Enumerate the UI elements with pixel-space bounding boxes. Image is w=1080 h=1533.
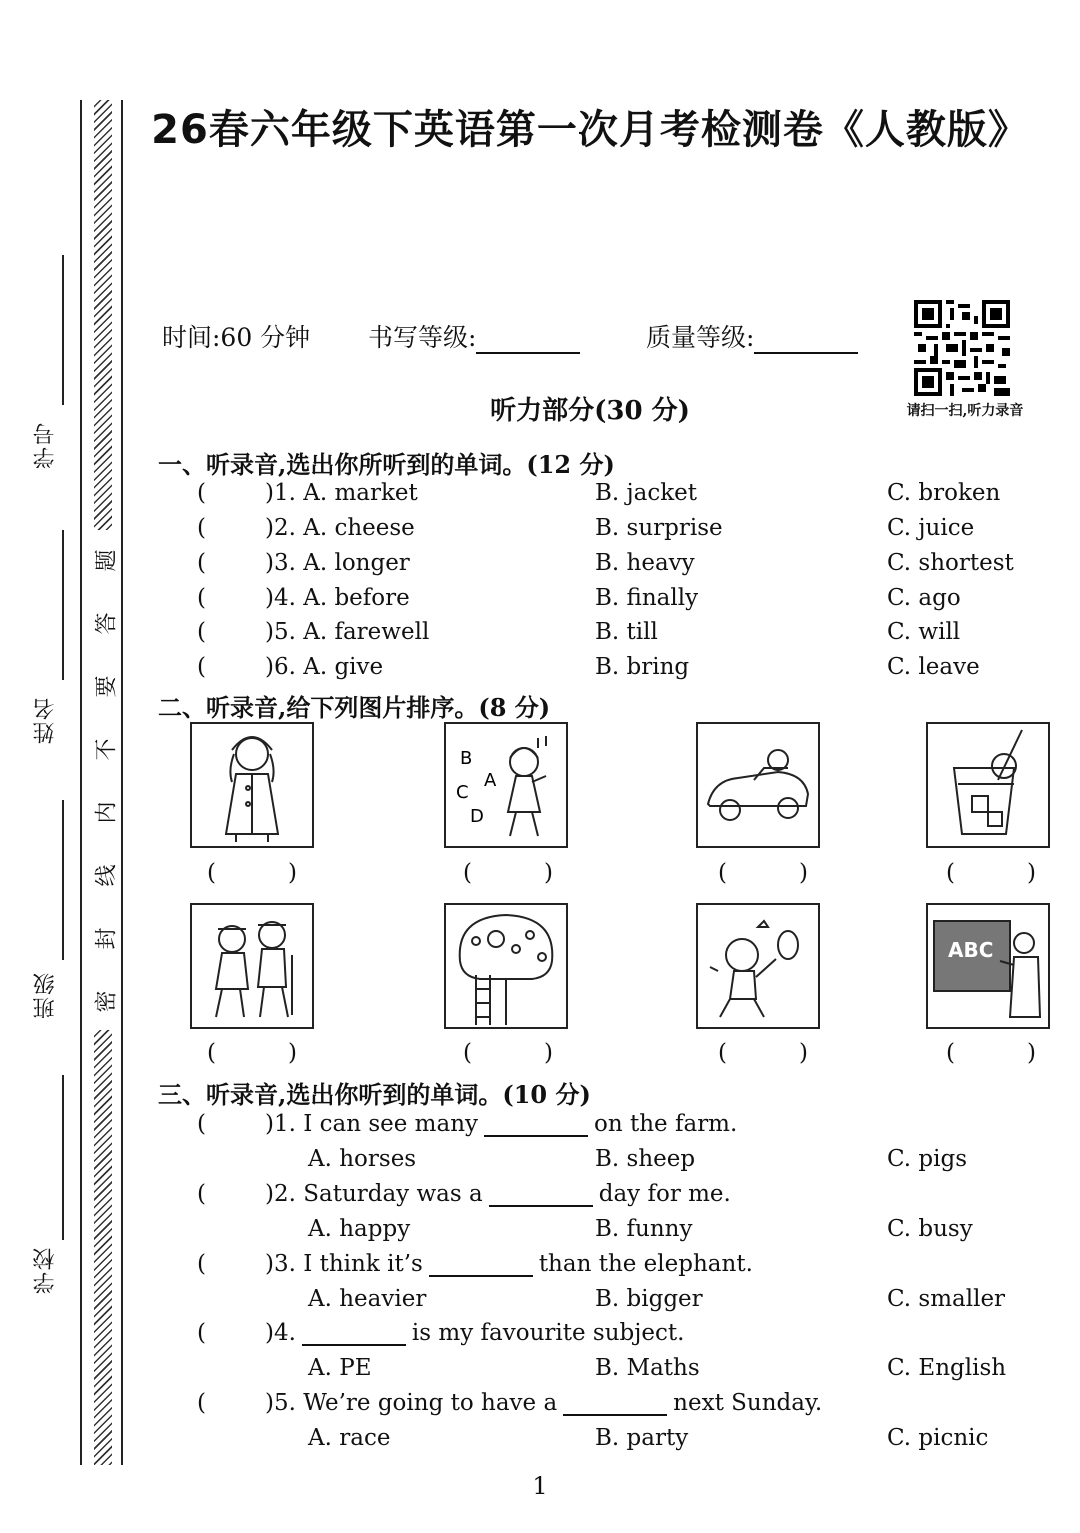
s1-option-c: C. ago xyxy=(887,585,961,611)
s1-item-num: )2. A. cheese xyxy=(265,515,415,541)
quality-grade-blank[interactable] xyxy=(754,326,858,354)
answer-blank[interactable] xyxy=(489,1183,593,1207)
s3-question-post: next Sunday. xyxy=(673,1390,823,1416)
qr-caption: 请扫一扫,听力录音 xyxy=(906,403,1024,419)
section3-title: 三、听录音,选出你听到的单词。(10 分) xyxy=(158,1080,591,1109)
s3-question xyxy=(265,1111,737,1137)
seal-char: 内 xyxy=(94,801,120,824)
paren-open: ( xyxy=(197,515,206,541)
picture-answer-paren[interactable]: ( ) xyxy=(718,860,808,886)
name-line xyxy=(62,530,64,680)
s1-option-b: B. jacket xyxy=(595,480,698,506)
picture-girl-in-coat xyxy=(190,722,314,848)
seal-char: 密 xyxy=(94,990,120,1013)
s3-option-a: A. PE xyxy=(308,1355,372,1381)
s1-item-num: )5. A. farewell xyxy=(265,619,430,645)
s3-option-c: C. picnic xyxy=(887,1425,989,1451)
time-label: 时间:60 分钟 xyxy=(162,323,311,352)
seal-char: 封 xyxy=(94,927,120,950)
s3-question-post: than the elephant. xyxy=(538,1251,753,1277)
s3-question xyxy=(265,1320,684,1346)
s1-item-num: )1. A. market xyxy=(265,480,418,506)
hatch-bottom xyxy=(94,1030,112,1465)
section2-title: 二、听录音,给下列图片排序。(8 分) xyxy=(158,693,551,722)
s3-option-a: A. race xyxy=(308,1425,391,1451)
s1-item-num: )4. A. before xyxy=(265,585,410,611)
paren-open: ( xyxy=(197,1181,206,1207)
paren-open: ( xyxy=(197,480,206,506)
quality-grade xyxy=(646,318,858,354)
picture-boy-in-car xyxy=(696,722,820,848)
picture-answer-paren[interactable]: ( ) xyxy=(946,860,1036,886)
s1-option-b: B. finally xyxy=(595,585,699,611)
s3-question xyxy=(265,1181,731,1207)
s1-option-c: C. broken xyxy=(887,480,1001,506)
s1-option-c: C. leave xyxy=(887,654,980,680)
picture-answer-paren[interactable]: ( ) xyxy=(946,1040,1036,1066)
margin-outer-line xyxy=(80,100,82,1465)
paren-open: ( xyxy=(197,1111,206,1137)
s3-option-c: C. smaller xyxy=(887,1286,1006,1312)
s3-question-post: day for me. xyxy=(598,1181,731,1207)
picture-answer-paren[interactable]: ( ) xyxy=(207,860,297,886)
picture-glass-of-juice xyxy=(926,722,1050,848)
s3-option-c: C. English xyxy=(887,1355,1007,1381)
s3-option-a: A. horses xyxy=(308,1146,417,1172)
seal-char: 题 xyxy=(94,549,120,572)
hatch-top xyxy=(94,100,112,530)
letter-b: B xyxy=(460,748,473,769)
picture-girl-picking-apples xyxy=(444,903,568,1029)
s3-question xyxy=(265,1390,822,1416)
s1-option-c: C. juice xyxy=(887,515,975,541)
paren-open: ( xyxy=(197,1251,206,1277)
paren-open: ( xyxy=(197,585,206,611)
s3-option-c: C. busy xyxy=(887,1216,973,1242)
s1-option-c: C. shortest xyxy=(887,550,1014,576)
seal-char: 要 xyxy=(94,675,120,698)
picture-two-hikers xyxy=(190,903,314,1029)
s1-option-c: C. will xyxy=(887,619,961,645)
school-label: 学校 xyxy=(33,1246,58,1294)
class-label: 班级 xyxy=(33,971,58,1019)
margin-inner-line xyxy=(121,100,123,1465)
page-number: 1 xyxy=(532,1472,548,1500)
paren-open: ( xyxy=(197,1320,206,1346)
picture-answer-paren[interactable]: ( ) xyxy=(207,1040,297,1066)
s1-option-b: B. bring xyxy=(595,654,690,680)
picture-teacher-at-blackboard xyxy=(926,903,1050,1029)
s3-option-b: B. party xyxy=(595,1425,689,1451)
seal-char: 线 xyxy=(94,864,120,887)
letter-d: D xyxy=(470,806,484,827)
picture-boy-playing-badminton xyxy=(696,903,820,1029)
qr-code-icon[interactable] xyxy=(914,300,1010,396)
paren-open: ( xyxy=(197,619,206,645)
student-no-line xyxy=(62,255,64,405)
s3-option-a: A. heavier xyxy=(308,1286,427,1312)
name-label: 姓名 xyxy=(33,696,58,744)
section1-title: 一、听录音,选出你所听到的单词。(12 分) xyxy=(158,450,615,479)
s3-question-post: on the farm. xyxy=(594,1111,738,1137)
s3-question xyxy=(265,1251,753,1277)
listening-part-title: 听力部分(30 分) xyxy=(490,396,690,426)
school-line xyxy=(62,1075,64,1240)
s3-option-b: B. Maths xyxy=(595,1355,700,1381)
seal-char: 不 xyxy=(94,738,120,761)
s3-question-pre: )4. xyxy=(265,1320,296,1346)
picture-answer-paren[interactable]: ( ) xyxy=(718,1040,808,1066)
writing-grade xyxy=(368,318,580,354)
answer-blank[interactable] xyxy=(429,1253,533,1277)
picture-answer-paren[interactable]: ( ) xyxy=(463,860,553,886)
answer-blank[interactable] xyxy=(563,1392,667,1416)
writing-grade-label: 书写等级: xyxy=(368,323,477,352)
student-no-label: 学号 xyxy=(33,421,58,469)
s1-option-b: B. surprise xyxy=(595,515,723,541)
s3-option-a: A. happy xyxy=(308,1216,411,1242)
s3-question-pre: )2. Saturday was a xyxy=(265,1181,483,1207)
s3-option-b: B. funny xyxy=(595,1216,693,1242)
seal-char: 答 xyxy=(94,612,120,635)
letter-c: C xyxy=(456,782,469,803)
quality-grade-label: 质量等级: xyxy=(646,323,755,352)
picture-answer-paren[interactable]: ( ) xyxy=(463,1040,553,1066)
blackboard-text: ABC xyxy=(948,938,994,962)
picture-girl-singing-abcd xyxy=(444,722,568,848)
s1-item-num: )3. A. longer xyxy=(265,550,410,576)
paren-open: ( xyxy=(197,1390,206,1416)
s3-option-b: B. bigger xyxy=(595,1286,703,1312)
s3-option-c: C. pigs xyxy=(887,1146,968,1172)
writing-grade-blank[interactable] xyxy=(476,326,580,354)
s3-question-post: is my favourite subject. xyxy=(411,1320,685,1346)
s1-option-b: B. heavy xyxy=(595,550,695,576)
s3-question-pre: )3. I think it’s xyxy=(265,1251,423,1277)
s3-question-pre: )1. I can see many xyxy=(265,1111,479,1137)
paren-open: ( xyxy=(197,550,206,576)
s3-option-b: B. sheep xyxy=(595,1146,696,1172)
answer-blank[interactable] xyxy=(302,1322,406,1346)
page-title: 26春六年级下英语第一次月考检测卷《人教版》 xyxy=(151,107,1029,153)
class-line xyxy=(62,800,64,960)
s1-option-b: B. till xyxy=(595,619,658,645)
answer-blank[interactable] xyxy=(484,1113,588,1137)
s1-item-num: )6. A. give xyxy=(265,654,384,680)
paren-open: ( xyxy=(197,654,206,680)
s3-question-pre: )5. We’re going to have a xyxy=(265,1390,558,1416)
letter-a: A xyxy=(484,770,497,791)
